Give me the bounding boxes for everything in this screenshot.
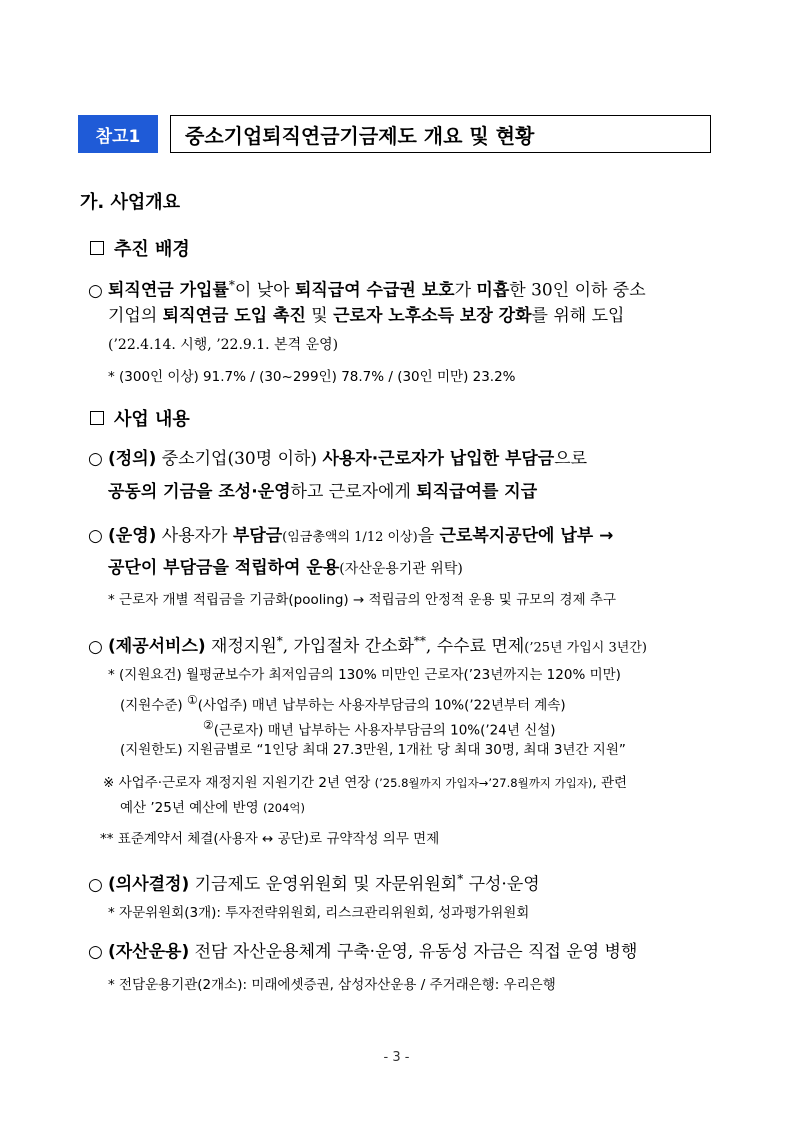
circle-bullet-icon: ○ xyxy=(88,526,103,546)
services-note-level-employer: (지원수준) ①(사업주) 매년 납부하는 사용자부담금의 10%(’22년부터 계속) xyxy=(120,693,566,714)
checkbox-square-icon xyxy=(90,241,104,255)
operation-item: ○ (운영) 사용자가 부담금(임금총액의 1/12 이상)을 근로복지공단에 납부 → xyxy=(88,521,613,553)
circle-bullet-icon: ○ xyxy=(88,874,103,895)
services-note-extension-line2: 예산 ’25년 예산에 반영 (204억) xyxy=(120,800,306,816)
asset-item: ○ (자산운용) 전담 자산운용체계 구축·운영, 유동성 자금은 직접 운영 병행 xyxy=(88,937,637,967)
checkbox-square-icon xyxy=(90,411,104,425)
background-item: ○ 퇴직연금 가입률*이 낮아 퇴직급여 수급권 보호가 미흡한 30인 이하 중소 xyxy=(88,270,646,306)
operation-item-line2: 공단이 부담금을 적립하여 운용(자산운용기관 위탁) xyxy=(108,558,463,578)
asset-note: * 전담운용기관(2개소): 미래에셋증권, 삼성자산운용 / 주거래은행: 우리은행 xyxy=(108,977,556,993)
services-note-extension: ※ 사업주·근로자 재정지원 지원기간 2년 연장 (’25.8월까지 가입자→’27.8월까지 가입자), 관련 xyxy=(103,775,628,791)
subheading-content: 사업 내용 xyxy=(90,405,190,431)
page-number: - 3 - xyxy=(383,1050,410,1065)
background-note: * (300인 이상) 91.7% / (30~299인) 78.7% / (30인 미만) 23.2% xyxy=(108,369,516,385)
services-item: ○ (제공서비스) 재정지원*, 가입절차 간소화**, 수수료 면제(’25년 가입시 3년간) xyxy=(88,626,647,664)
services-note-eligibility: * (지원요건) 월평균보수가 최저임금의 130% 미만인 근로자(’23년까지는 120% 미만) xyxy=(108,667,621,683)
subheading-background: 추진 배경 xyxy=(90,235,190,261)
services-note-level-worker: ②(근로자) 매년 납부하는 사용자부담금의 10%(’24년 신설) xyxy=(203,718,556,739)
reference-badge: 참고1 xyxy=(78,115,158,153)
operation-note: * 근로자 개별 적립금을 기금화(pooling) → 적립금의 안정적 운용 및 규모의 경제 추구 xyxy=(108,592,616,608)
circle-bullet-icon: ○ xyxy=(88,942,103,962)
page-title: 중소기업퇴직연금기금제도 개요 및 현황 xyxy=(170,115,711,153)
circle-bullet-icon: ○ xyxy=(88,449,103,469)
section-heading: 가. 사업개요 xyxy=(80,192,181,213)
services-note-limit: (지원한도) 지원금별로 “1인당 최대 27.3만원, 1개社 당 최대 30명, 최대 3년간 지원” xyxy=(120,742,626,758)
circle-bullet-icon: ○ xyxy=(88,636,103,657)
decision-note: * 자문위원회(3개): 투자전략위원회, 리스크관리위원회, 성과평가위원회 xyxy=(108,905,530,921)
circle-bullet-icon: ○ xyxy=(88,280,103,301)
background-date: (’22.4.14. 시행, ’22.9.1. 본격 운영) xyxy=(108,337,339,353)
definition-item-line2: 공동의 기금을 조성·운영하고 근로자에게 퇴직급여를 지급 xyxy=(108,482,538,502)
decision-item: ○ (의사결정) 기금제도 운영위원회 및 자문위원회* 구성·운영 xyxy=(88,864,540,900)
definition-item: ○ (정의) 중소기업(30명 이하) 사용자·근로자가 납입한 부담금으로 xyxy=(88,444,587,474)
services-note-contract: ** 표준계약서 체결(사용자 ↔ 공단)로 규약작성 의무 면제 xyxy=(100,831,440,847)
background-item-line2: 기업의 퇴직연금 도입 촉진 및 근로자 노후소득 보장 강화를 위해 도입 xyxy=(108,306,625,326)
